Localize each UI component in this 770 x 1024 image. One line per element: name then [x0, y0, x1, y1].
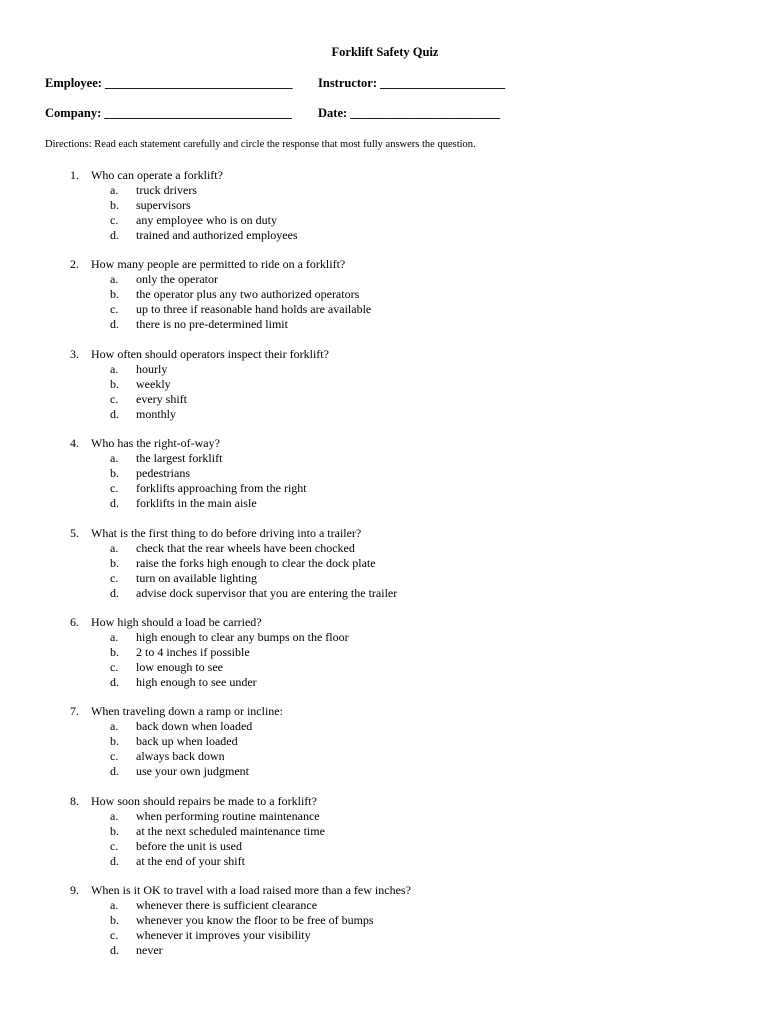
option-text: whenever it improves your visibility — [136, 928, 311, 943]
employee-field: Employee: ______________________________ — [45, 76, 293, 90]
option-text: turn on available lighting — [136, 570, 257, 585]
option-text: back up when loaded — [136, 734, 238, 749]
option-letter: a. — [110, 272, 119, 287]
option-letter: b. — [110, 555, 119, 570]
option-text: use your own judgment — [136, 764, 249, 779]
option-text: forklifts in the main aisle — [136, 496, 257, 511]
option-letter: c. — [110, 481, 119, 496]
question-text: What is the first thing to do before driving into a trailer? — [91, 525, 362, 540]
option-text: forklifts approaching from the right — [136, 481, 307, 496]
option-letter: a. — [110, 183, 119, 197]
option-text: trained and authorized employees — [136, 228, 298, 242]
option-text: whenever you know the floor to be free of bumps — [136, 913, 374, 928]
option-text: never — [136, 943, 163, 958]
option-text: high enough to see under — [136, 674, 257, 689]
option-text: hourly — [136, 361, 168, 376]
question-number: 5. — [70, 525, 79, 540]
option-letter: a. — [110, 719, 119, 734]
option-letter: a. — [110, 629, 119, 644]
question-item — [0, 526, 770, 615]
option-letter: c. — [110, 749, 119, 764]
option-text: monthly — [136, 406, 177, 421]
question-number: 7. — [70, 704, 79, 719]
question-text: How soon should repairs be made to a forklift? — [91, 793, 317, 808]
question-number: 4. — [70, 436, 79, 451]
option-text: check that the rear wheels have been chocked — [136, 540, 355, 555]
date-field: Date: ________________________ — [318, 106, 501, 120]
option-text: at the next scheduled maintenance time — [136, 823, 325, 838]
option-letter: a. — [110, 451, 119, 466]
option-letter: b. — [110, 376, 119, 391]
option-letter: c. — [110, 928, 119, 943]
option-text: raise the forks high enough to clear the dock plate — [136, 555, 376, 570]
option-letter: d. — [110, 228, 119, 242]
question-item — [0, 883, 770, 972]
question-text: Who has the right-of-way? — [91, 436, 220, 451]
question-item — [0, 347, 770, 436]
company-field: Company: ______________________________ — [45, 106, 292, 120]
option-letter: a. — [110, 898, 119, 913]
option-letter: c. — [110, 391, 119, 406]
option-text: low enough to see — [136, 659, 223, 674]
option-text: whenever there is sufficient clearance — [136, 898, 318, 913]
option-letter: c. — [110, 659, 119, 674]
option-letter: d. — [110, 496, 119, 511]
option-text: before the unit is used — [136, 838, 242, 853]
option-text: when performing routine maintenance — [136, 808, 320, 823]
question-item — [0, 704, 770, 793]
option-text: back down when loaded — [136, 719, 253, 734]
option-text: weekly — [136, 376, 171, 391]
option-text: up to three if reasonable hand holds are available — [136, 302, 372, 317]
question-text: Who can operate a forklift? — [91, 168, 223, 182]
option-text: supervisors — [136, 198, 191, 212]
option-letter: d. — [110, 853, 119, 868]
option-letter: c. — [110, 213, 119, 227]
option-text: advise dock supervisor that you are entering the trailer — [136, 585, 398, 600]
option-text: at the end of your shift — [136, 853, 245, 868]
option-text: only the operator — [136, 272, 218, 287]
option-letter: b. — [110, 287, 119, 302]
option-letter: c. — [110, 838, 119, 853]
option-text: high enough to clear any bumps on the floor — [136, 629, 349, 644]
question-item — [0, 436, 770, 525]
question-item — [0, 615, 770, 704]
option-letter: a. — [110, 540, 119, 555]
option-letter: d. — [110, 674, 119, 689]
question-number: 8. — [70, 793, 79, 808]
option-text: any employee who is on duty — [136, 213, 277, 227]
option-letter: a. — [110, 361, 119, 376]
question-number: 9. — [70, 883, 79, 898]
page-title: Forklift Safety Quiz — [331, 45, 439, 59]
option-letter: b. — [110, 823, 119, 838]
option-letter: b. — [110, 734, 119, 749]
question-text: How high should a load be carried? — [91, 614, 262, 629]
question-number: 3. — [70, 346, 79, 361]
option-letter: c. — [110, 302, 119, 317]
option-text: pedestrians — [136, 466, 190, 481]
option-text: there is no pre-determined limit — [136, 317, 288, 332]
option-letter: d. — [110, 764, 119, 779]
question-item — [0, 168, 770, 257]
option-letter: b. — [110, 913, 119, 928]
option-text: truck drivers — [136, 183, 197, 197]
option-text: the operator plus any two authorized operators — [136, 287, 360, 302]
option-letter: b. — [110, 198, 119, 212]
question-item — [0, 794, 770, 883]
instructor-field: Instructor: ____________________ — [318, 76, 506, 90]
question-text: When traveling down a ramp or incline: — [91, 704, 283, 719]
question-number: 6. — [70, 614, 79, 629]
question-item — [0, 257, 770, 346]
option-text: the largest forklift — [136, 451, 223, 466]
question-text: How often should operators inspect their forklift? — [91, 346, 329, 361]
question-list — [0, 168, 770, 973]
option-letter: d. — [110, 317, 119, 332]
question-text: How many people are permitted to ride on a forklift? — [91, 257, 346, 272]
option-letter: d. — [110, 406, 119, 421]
option-letter: b. — [110, 466, 119, 481]
option-text: every shift — [136, 391, 187, 406]
question-number: 2. — [70, 257, 79, 272]
option-letter: c. — [110, 570, 119, 585]
directions-text: Directions: Read each statement carefully and circle the response that most fully answers the question. — [45, 139, 476, 150]
question-number: 1. — [70, 168, 79, 182]
option-letter: b. — [110, 644, 119, 659]
option-text: always back down — [136, 749, 225, 764]
option-letter: d. — [110, 585, 119, 600]
option-text: 2 to 4 inches if possible — [136, 644, 250, 659]
option-letter: d. — [110, 943, 119, 958]
question-text: When is it OK to travel with a load raised more than a few inches? — [91, 883, 411, 898]
option-letter: a. — [110, 808, 119, 823]
